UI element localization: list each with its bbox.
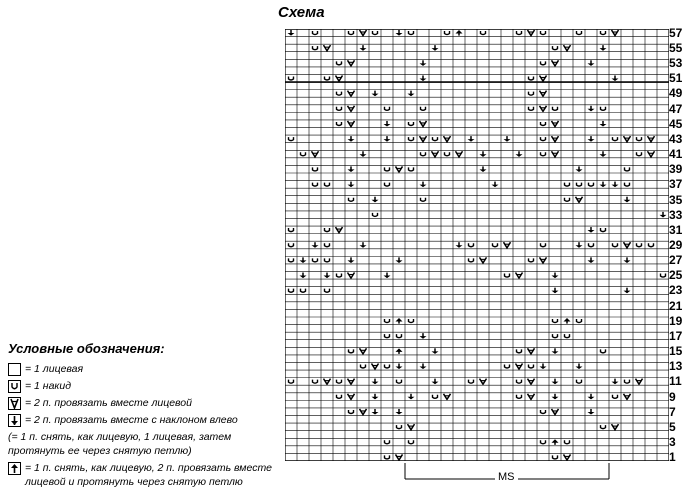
k2tog-mark [456, 151, 463, 157]
yarn-over-mark [541, 152, 546, 156]
row-number: 21 [669, 298, 683, 313]
yarn-over-mark [577, 31, 582, 35]
k2tog-mark [348, 121, 355, 127]
ssk-mark [288, 30, 295, 36]
row-number: 37 [669, 177, 683, 192]
legend-item: = 1 п. снять, как лицевую, 2 п. провязать вместе лицевой и протянуть через снятую петлю [8, 461, 280, 489]
yarn-over-mark [541, 61, 546, 65]
k2tog-mark [648, 151, 655, 157]
ssk-mark [504, 136, 511, 142]
sk2p-mark [456, 30, 463, 36]
row-number: 23 [669, 283, 683, 298]
k2tog-mark [360, 409, 367, 415]
k2tog-mark [528, 379, 535, 385]
k2tog-mark [360, 348, 367, 354]
k2tog-mark [348, 60, 355, 66]
row-number: 13 [669, 359, 683, 374]
ssk-mark [576, 363, 583, 369]
k2tog-mark [564, 45, 571, 51]
yarn-over-mark [553, 319, 558, 323]
k2tog-mark [516, 273, 523, 279]
yarn-over-mark [541, 31, 546, 35]
ssk-mark [552, 348, 559, 354]
ssk-mark [360, 242, 367, 248]
yarn-over-mark [409, 167, 414, 171]
repeat-label: MS [495, 471, 518, 483]
repeat-bracket [285, 463, 669, 493]
yarn-over-mark [613, 137, 618, 141]
yarn-over-mark [385, 334, 390, 338]
k2tog-mark [396, 166, 403, 172]
ssk-mark [552, 394, 559, 400]
sk2p-icon [8, 462, 21, 475]
row-number: 33 [669, 207, 683, 222]
ssk-mark [624, 257, 631, 263]
ssk-mark [588, 257, 595, 263]
ssk-mark [348, 257, 355, 263]
ssk-mark [408, 91, 415, 97]
row-number: 41 [669, 147, 683, 162]
yarn-over-mark [325, 228, 330, 232]
yarn-over-mark [637, 152, 642, 156]
yarn-over-mark [337, 107, 342, 111]
k2tog-mark [360, 30, 367, 36]
yarn-over-mark [541, 243, 546, 247]
ssk-mark [612, 182, 619, 188]
yarn-over-mark [541, 137, 546, 141]
ssk-mark [588, 60, 595, 66]
k2tog-mark [528, 348, 535, 354]
k2tog-mark [612, 424, 619, 430]
yarn-over-mark [553, 334, 558, 338]
row-number: 1 [669, 450, 676, 465]
sk2p-mark [552, 439, 559, 445]
ssk-mark [432, 379, 439, 385]
k2tog-mark [552, 151, 559, 157]
ssk-icon [8, 414, 21, 427]
k2tog-mark [372, 363, 379, 369]
ssk-mark [432, 45, 439, 51]
yarn-over-mark [577, 380, 582, 384]
k2tog-mark [636, 379, 643, 385]
ssk-mark [420, 182, 427, 188]
yarn-over-mark [289, 76, 294, 80]
row-number: 53 [669, 56, 683, 71]
yarn-over-mark [553, 455, 558, 459]
yarn-over-mark [517, 380, 522, 384]
yarn-over-mark [421, 198, 426, 202]
ssk-mark [588, 106, 595, 112]
yarn-over-mark [649, 243, 654, 247]
yarn-over-mark [517, 31, 522, 35]
row-number: 55 [669, 40, 683, 55]
ssk-mark [384, 121, 391, 127]
k2tog-mark [540, 75, 547, 81]
ssk-mark [312, 242, 319, 248]
legend-title: Условные обозначения: [8, 341, 165, 356]
k2tog-mark [528, 30, 535, 36]
ssk-mark [420, 75, 427, 81]
yarn-over-mark [349, 349, 354, 353]
chart-gridlines [285, 29, 669, 461]
k2tog-mark [408, 424, 415, 430]
yarn-over-mark [433, 137, 438, 141]
yarn-over-mark [325, 289, 330, 293]
k2tog-mark [312, 151, 319, 157]
k2tog-mark [540, 257, 547, 263]
yarn-over-mark [397, 380, 402, 384]
k2tog-mark [624, 242, 631, 248]
yarn-over-mark [601, 107, 606, 111]
yarn-over-icon [8, 380, 21, 393]
ssk-mark [372, 379, 379, 385]
k2tog-mark [348, 273, 355, 279]
yarn-over-mark [289, 258, 294, 262]
ssk-mark [300, 257, 307, 263]
yarn-over-mark [625, 183, 630, 187]
ssk-mark [360, 45, 367, 51]
k2tog-mark [516, 363, 523, 369]
k2tog-mark [648, 136, 655, 142]
k2tog-mark [540, 106, 547, 112]
k2tog-mark [624, 394, 631, 400]
legend-item: = 2 п. провязать вместе лицевой [8, 396, 280, 410]
yarn-over-mark [337, 395, 342, 399]
ssk-mark [624, 288, 631, 294]
yarn-over-mark [565, 198, 570, 202]
yarn-over-mark [541, 410, 546, 414]
yarn-over-mark [361, 364, 366, 368]
yarn-over-mark [601, 31, 606, 35]
k2tog-mark [396, 454, 403, 460]
ssk-mark [348, 182, 355, 188]
ssk-mark [408, 394, 415, 400]
ssk-mark [372, 91, 379, 97]
k2tog-mark [348, 394, 355, 400]
yarn-over-mark [385, 440, 390, 444]
ssk-mark [384, 273, 391, 279]
yarn-over-mark [337, 274, 342, 278]
yarn-over-mark [409, 440, 414, 444]
row-number: 25 [669, 268, 683, 283]
ssk-mark [600, 151, 607, 157]
k2tog-mark [348, 106, 355, 112]
k2tog-mark [540, 91, 547, 97]
yarn-over-mark [385, 107, 390, 111]
ssk-mark [552, 273, 559, 279]
yarn-over-mark [337, 380, 342, 384]
ssk-mark [372, 394, 379, 400]
ssk-mark [348, 166, 355, 172]
ssk-mark [612, 379, 619, 385]
k2tog-mark [552, 121, 559, 127]
yarn-over-mark [505, 364, 510, 368]
ssk-mark [480, 166, 487, 172]
yarn-over-mark [289, 137, 294, 141]
yarn-over-mark [469, 258, 474, 262]
yarn-over-mark [397, 425, 402, 429]
ssk-mark [660, 212, 667, 218]
ssk-mark [420, 60, 427, 66]
yarn-over-mark [301, 152, 306, 156]
ssk-mark [540, 363, 547, 369]
row-number: 47 [669, 101, 683, 116]
yarn-over-mark [529, 364, 534, 368]
row-number: 51 [669, 71, 683, 86]
yarn-over-mark [517, 395, 522, 399]
ssk-mark [552, 379, 559, 385]
legend-note: (= 1 п. снять, как лицевую, 1 лицевая, затем протянуть ее через снятую петлю) [8, 431, 232, 457]
ssk-mark [588, 227, 595, 233]
ssk-mark [624, 197, 631, 203]
row-number: 43 [669, 131, 683, 146]
k2tog-mark [348, 91, 355, 97]
k2tog-mark [480, 379, 487, 385]
ssk-mark [576, 166, 583, 172]
yarn-over-mark [349, 198, 354, 202]
ssk-mark [600, 45, 607, 51]
yarn-over-mark [313, 46, 318, 50]
ssk-mark [324, 273, 331, 279]
ssk-mark [348, 136, 355, 142]
yarn-over-mark [373, 213, 378, 217]
yarn-over-mark [433, 395, 438, 399]
yarn-over-mark [409, 137, 414, 141]
row-number: 39 [669, 162, 683, 177]
yarn-over-mark [589, 183, 594, 187]
yarn-over-mark [349, 31, 354, 35]
yarn-over-mark [637, 137, 642, 141]
k2tog-mark [564, 454, 571, 460]
yarn-over-mark [481, 31, 486, 35]
yarn-over-mark [325, 243, 330, 247]
yarn-over-mark [529, 107, 534, 111]
ssk-mark [612, 75, 619, 81]
yarn-over-mark [313, 380, 318, 384]
yarn-over-mark [409, 122, 414, 126]
yarn-over-mark [541, 122, 546, 126]
yarn-over-mark [529, 258, 534, 262]
yarn-over-mark [385, 167, 390, 171]
yarn-over-mark [337, 61, 342, 65]
ssk-mark [516, 151, 523, 157]
yarn-over-mark [613, 243, 618, 247]
yarn-over-mark [349, 410, 354, 414]
k2tog-mark [432, 151, 439, 157]
yarn-over-mark [565, 334, 570, 338]
yarn-over-mark [421, 152, 426, 156]
yarn-over-mark [385, 364, 390, 368]
ssk-mark [420, 363, 427, 369]
row-number: 3 [669, 435, 676, 450]
yarn-over-mark [409, 319, 414, 323]
yarn-over-mark [469, 243, 474, 247]
ssk-mark [300, 273, 307, 279]
row-number: 11 [669, 374, 682, 389]
row-number: 7 [669, 404, 676, 419]
k2tog-mark [576, 197, 583, 203]
yarn-over-mark [577, 319, 582, 323]
k2tog-mark [336, 75, 343, 81]
k2tog-mark [552, 409, 559, 415]
yarn-over-mark [661, 274, 666, 278]
ssk-mark [396, 363, 403, 369]
ssk-mark [600, 182, 607, 188]
yarn-over-mark [625, 380, 630, 384]
yarn-over-mark [517, 349, 522, 353]
yarn-over-mark [601, 425, 606, 429]
k2tog-mark [324, 379, 331, 385]
row-number: 19 [669, 313, 683, 328]
knit-icon [8, 363, 21, 376]
ssk-mark [456, 242, 463, 248]
yarn-over-mark [385, 319, 390, 323]
sk2p-mark [396, 318, 403, 324]
yarn-over-mark [289, 380, 294, 384]
yarn-over-mark [325, 76, 330, 80]
ssk-mark [420, 333, 427, 339]
ssk-mark [372, 197, 379, 203]
k2tog-mark [336, 227, 343, 233]
row-number: 15 [669, 344, 683, 359]
k2tog-mark [612, 30, 619, 36]
yarn-over-mark [325, 183, 330, 187]
k2tog-mark [444, 394, 451, 400]
k2tog-mark [552, 136, 559, 142]
yarn-over-mark [505, 274, 510, 278]
k2tog-mark [420, 136, 427, 142]
ssk-mark [396, 409, 403, 415]
row-number: 31 [669, 222, 683, 237]
ssk-mark [600, 121, 607, 127]
k2tog-mark [420, 121, 427, 127]
legend-item: = 1 лицевая [8, 362, 280, 376]
yarn-over-mark [565, 183, 570, 187]
yarn-over-mark [397, 334, 402, 338]
row-number: 57 [669, 25, 683, 40]
row-number: 29 [669, 238, 683, 252]
sk2p-mark [396, 348, 403, 354]
yarn-over-mark [565, 440, 570, 444]
row-number: 17 [669, 328, 683, 343]
yarn-over-mark [301, 289, 306, 293]
k2tog-mark [504, 242, 511, 248]
ssk-mark [360, 151, 367, 157]
yarn-over-mark [469, 380, 474, 384]
yarn-over-mark [541, 440, 546, 444]
ssk-mark [384, 136, 391, 142]
yarn-over-mark [529, 76, 534, 80]
k2tog-icon [8, 397, 21, 410]
row-number: 5 [669, 419, 676, 434]
yarn-over-mark [577, 183, 582, 187]
yarn-over-mark [313, 167, 318, 171]
row-number: 35 [669, 192, 683, 207]
yarn-over-mark [493, 243, 498, 247]
yarn-over-mark [289, 243, 294, 247]
yarn-over-mark [289, 228, 294, 232]
k2tog-mark [624, 136, 631, 142]
yarn-over-mark [313, 258, 318, 262]
ssk-mark [480, 151, 487, 157]
yarn-over-mark [613, 395, 618, 399]
k2tog-mark [444, 136, 451, 142]
ssk-mark [576, 242, 583, 248]
yarn-over-mark [409, 31, 414, 35]
knitting-chart [285, 29, 669, 461]
ssk-mark [372, 409, 379, 415]
ssk-mark [396, 30, 403, 36]
yarn-over-mark [289, 289, 294, 293]
ssk-mark [588, 136, 595, 142]
yarn-over-mark [313, 183, 318, 187]
row-number: 45 [669, 116, 683, 131]
yarn-over-mark [601, 349, 606, 353]
ssk-mark [492, 182, 499, 188]
yarn-over-mark [337, 122, 342, 126]
yarn-over-mark [589, 243, 594, 247]
k2tog-mark [348, 379, 355, 385]
row-number: 49 [669, 86, 683, 101]
yarn-over-mark [553, 46, 558, 50]
yarn-over-mark [385, 183, 390, 187]
k2tog-mark [528, 394, 535, 400]
chart-title: Схема [278, 4, 325, 21]
legend-item: = 2 п. провязать вместе с наклоном влево [8, 413, 280, 427]
sk2p-mark [564, 318, 571, 324]
yarn-over-mark [325, 258, 330, 262]
legend [8, 341, 280, 492]
yarn-over-mark [601, 228, 606, 232]
yarn-over-mark [385, 455, 390, 459]
legend-item: = 1 накид [8, 379, 280, 393]
k2tog-mark [480, 257, 487, 263]
yarn-over-mark [625, 167, 630, 171]
ssk-mark [468, 136, 475, 142]
row-number: 9 [669, 389, 676, 404]
ssk-mark [396, 257, 403, 263]
ssk-mark [432, 348, 439, 354]
yarn-over-mark [637, 243, 642, 247]
yarn-over-mark [373, 31, 378, 35]
yarn-over-mark [445, 31, 450, 35]
yarn-over-mark [529, 92, 534, 96]
ssk-mark [588, 394, 595, 400]
ssk-mark [552, 288, 559, 294]
ssk-mark [588, 409, 595, 415]
row-number: 27 [669, 253, 683, 268]
yarn-over-mark [421, 107, 426, 111]
yarn-over-mark [337, 92, 342, 96]
yarn-over-mark [445, 152, 450, 156]
k2tog-mark [324, 45, 331, 51]
yarn-over-mark [313, 31, 318, 35]
k2tog-mark [552, 60, 559, 66]
yarn-over-mark [553, 107, 558, 111]
